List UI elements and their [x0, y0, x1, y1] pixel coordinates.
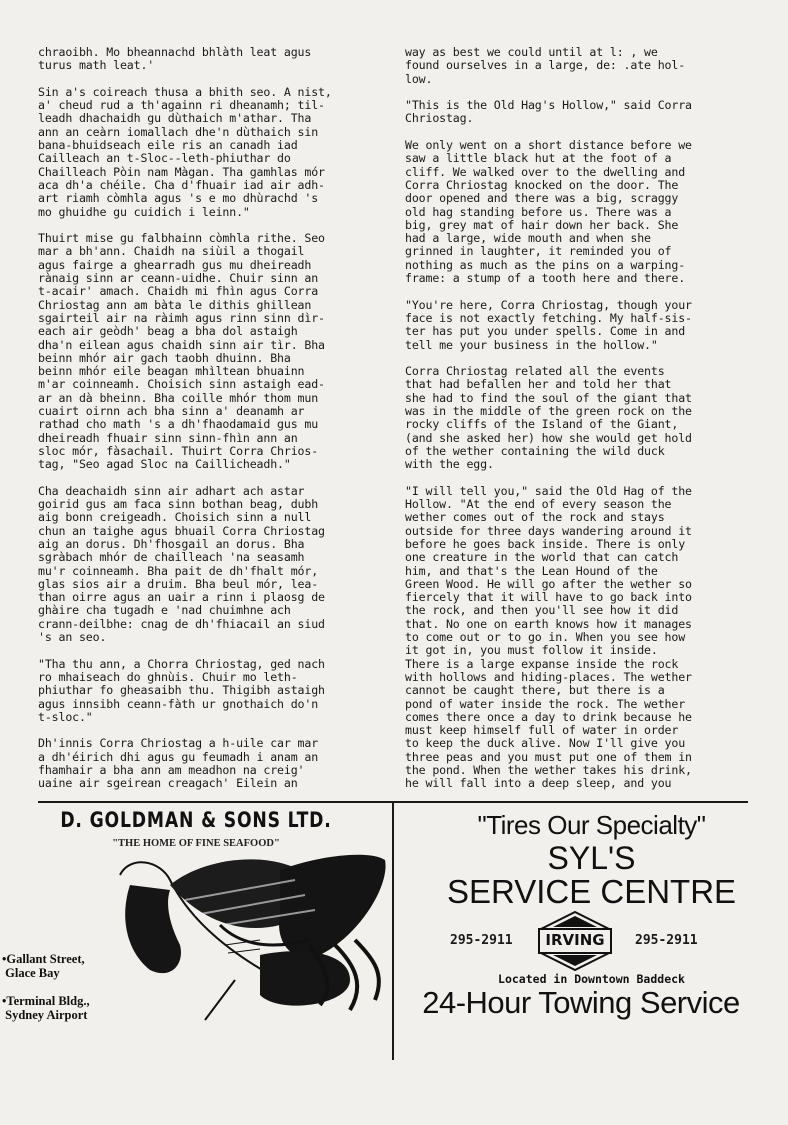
advertiser-tagline: "THE HOME OF FINE SEAFOOD": [112, 838, 280, 849]
irving-brand-text: IRVING: [545, 931, 605, 949]
paragraph: Dh'innis Corra Chriostag a h-uile car mar a dh'éirich dhi agus gu feumadh i anam an fhamhair a bha ann am meadhon na creig' uaine air sgeirean creagach' Eilein an: [38, 736, 319, 791]
paragraph: "This is the Old Hag's Hollow," said Corra Chriostag.: [405, 98, 692, 126]
paragraph: We only went on a short distance before we saw a little black hut at the foot of a cliff. We walked over to the dwelling and Corra Chriostag knocked on the door. The door opened and there was a big, scraggy old hag standing before us. There was a big, grey mat of hair down her back. She had a large, wide mouth and when she grinned in laughter, it reminded you of nothing as much as the pins on a warping- frame: a stump of a tooth here and there.: [405, 138, 692, 286]
paragraph: way as best we could until at l: , we found ourselves in a large, de: .ate hol- low.: [405, 45, 686, 86]
paragraph: Cha deachaidh sinn air adhart ach astar goirid gus am faca sinn bothan beag, dubh aig bonn creigeadh. Choisich sinn a null chun an taighe agus bhuail Corra Chriostag aig an dorus. Dh'fhosgail an dorus. Bha sgràbach mhór de chailleach 'na seasamh mu'r coinneamh. Bha pait de dh'fhalt mór, glas sios air a druim. Bha beul mór, lea- than oirre agus an uair a rinn i plaosg de ghàire cha tugadh e 'nad chuimhne ach crann-deilbhe: cnag de dh'fhiacail an siud 's an seo.: [38, 483, 325, 645]
paragraph: "You're here, Corra Chriostag, though your face is not exactly fetching. My half-sis- ter has put you under spells. Come in and tell me your business in the hollow.": [405, 297, 692, 352]
phone-number-left: 295-2911: [450, 933, 513, 948]
location-glace-bay: •Gallant Street, Glace Bay: [2, 952, 85, 980]
paragraph: "Tha thu ann, a Chorra Chriostag, ged nach ro mhaiseach do ghnùis. Chuir mo leth- phiuthar fo gheasaibh thu. Thigibh astaigh agus innsibh ceann-fàth ur gnothaich do'n t-sloc.": [38, 656, 325, 724]
ad-slogan: "Tires Our Specialty": [477, 810, 706, 840]
paragraph: Sin a's coireach thusa a bhith seo. A nist, a' cheud rud a th'againn ri dheanamh; til- leadh dhachaidh gu dùthaich m'athar. Tha ann an ceàrn iomallach dhe'n dùthaich sin bana-bhuidseach eile ris an canadh iad Cailleach an t-Sloc--leth-phiuthar do Chailleach Pòin nam Màgan. Tha gamhlas mór aca dh'a chéile. Cha d'fhuair iad air adh- art riamh còmhla agus 's e mo dhùrachd 's mo ghuidhe gu cuidich i leinn.": [38, 84, 332, 219]
lobster-illustration-icon: [110, 845, 390, 1025]
business-location: Located in Downtown Baddeck: [498, 972, 685, 986]
advertiser-name: D. GOLDMAN & SONS LTD.: [60, 808, 332, 832]
business-name-line2: SERVICE CENTRE: [446, 873, 737, 910]
business-name: SYL'S: [547, 840, 636, 876]
vertical-divider: [392, 802, 394, 1060]
right-text-column: [405, 46, 770, 804]
paragraph: Corra Chriostag related all the events that had befallen her and told her that she had to find the soul of the giant that was in the middle of the green rock on the rocky cliffs of the Island of the Giant, (and she asked her) how she would get hold of the wether containing the wild duck with the egg.: [405, 364, 692, 472]
paragraph: Thuirt mise gu falbhainn còmhla rithe. Seo mar a bh'ann. Chaidh na siùil a thogail agus fairge a ghearradh gus mu dheireadh rànaig sinn ar ceann-uidhe. Chuir sinn an t-acair' amach. Chaidh mi fhìn agus Corra Chriostag ann am bàta le dithis ghillean sgairteil air na ràimh agus rinn sinn dìr- each air geòdh' beag a bha dol astaigh dha'n eilean agus chaidh sinn air tìr. Bha beinn mhór air gach taobh dhuinn. Bha beinn mhór eile beagan mhìltean bhuainn m'ar coinneamh. Choisich sinn astaigh ead- ar an dà bheinn. Bha coille mhór thom mun cuairt oirnn ach bha sinn a' deanamh ar rathad cho math 's a dh'fhaodamaid gus mu dheireadh fhuair sinn sinn-fhìn ann an sloc mór, fàsachail. Thuirt Corra Chrios- tag, "Seo agad Sloc na Caillicheadh.": [38, 231, 325, 472]
towing-service: 24-Hour Towing Service: [422, 985, 740, 1020]
location-sydney-airport: •Terminal Bldg., Sydney Airport: [2, 994, 90, 1022]
paragraph: "I will tell you," said the Old Hag of the Hollow. "At the end of every season the wether comes out of the rock and stays outside for three days wandering around it before he goes back inside. There is only one creature in the world that can catch him, and that's the Lean Hound of the Green Wood. He will go after the wether so fiercely that it will have to go back into the rock, and then you'll see how it did that. No one on earth knows how it manages to come out or to go in. When you see how it got in, you must follow it inside. There is a large expanse inside the rock with hollows and hiding-places. The wether cannot be caught there, but there is a pond of water inside the rock. The wether comes there once a day to drink because he must keep himself full of water in order to keep the duck alive. Now I'll give you three peas and you must put one of them in the pond. When the wether takes his drink, he will fall into a deep sleep, and you: [405, 483, 692, 791]
left-text-column: [38, 46, 388, 804]
phone-number-right: 295-2911: [635, 933, 698, 948]
paragraph: chraoibh. Mo bheannachd bhlàth leat agus turus math leat.': [38, 45, 312, 73]
